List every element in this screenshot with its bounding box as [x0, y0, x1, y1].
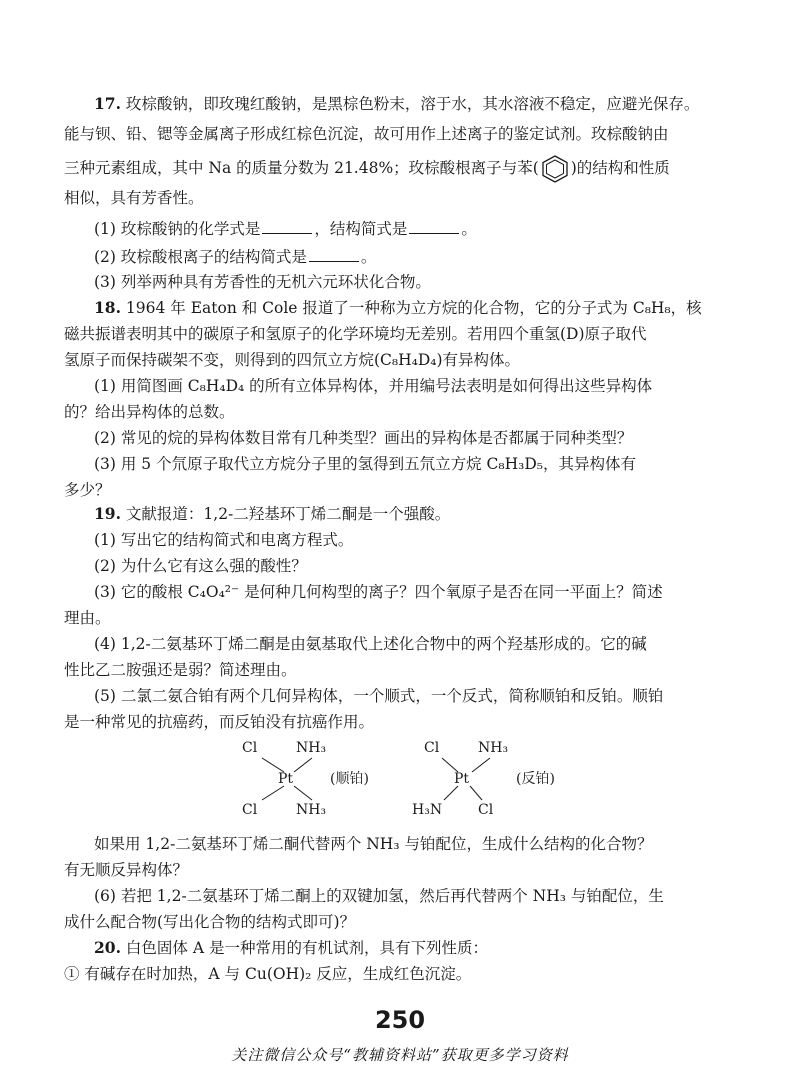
q19-sub1: (1) 写出它的结构简式和电离方程式。 — [94, 531, 354, 549]
trans-label: (反铂) — [516, 771, 555, 787]
q17-sub2-text-a: (2) 玫棕酸根离子的结构简式是 — [94, 248, 307, 266]
cis-center-metal: Pt — [278, 771, 294, 787]
q20-sub1: ① 有碱存在时加热，A 与 Cu(OH)₂ 反应，生成红色沉淀。 — [64, 965, 472, 983]
q19-after-line2: 有无顺反异构体？ — [64, 861, 189, 879]
cis-ligand-bottom-left: Cl — [242, 802, 258, 818]
q17-line3b: )的结构和性质 — [570, 159, 670, 177]
trans-ligand-top-right: NH₃ — [478, 740, 509, 756]
q19-sub4-line2: 性比乙二胺强还是弱？简述理由。 — [64, 661, 297, 679]
cisplatin-structure — [238, 740, 378, 820]
q17-line4: 相似，具有芳香性。 — [64, 189, 204, 207]
q17-sub1-text-b: ，结构简式是 — [314, 220, 408, 238]
cis-ligand-top-left: Cl — [242, 740, 258, 756]
q17-sub3: (3) 列举两种具有芳香性的无机六元环状化合物。 — [94, 273, 431, 291]
q18-text1: 1964 年 Eaton 和 Cole 报道了一种称为立方烷的化合物，它的分子式为 C₈H₈，核 — [125, 299, 702, 317]
cis-ligand-top-right: NH₃ — [296, 740, 327, 756]
q19-sub5-line2: 是一种常见的抗癌药，而反铂没有抗癌作用。 — [64, 713, 375, 731]
trans-ligand-bottom-left: H₃N — [412, 802, 443, 818]
q19-sub6-line1: (6) 若把 1,2-二氨基环丁烯二酮上的双键加氢，然后再代替两个 NH₃ 与铂配位，生 — [94, 887, 664, 905]
q20-text1: 白色固体 A 是一种常用的有机试剂，具有下列性质： — [125, 939, 488, 957]
q20-line1 — [94, 938, 714, 958]
answer-blank — [309, 246, 359, 262]
transplatin-structure — [412, 740, 572, 820]
q19-line1 — [94, 504, 714, 524]
q19-sub3-line2: 理由。 — [64, 609, 111, 627]
q18-line2: 磁共振谱表明其中的碳原子和氢原子的化学环境均无差别。若用四个重氢(D)原子取代 — [64, 325, 647, 343]
q19-sub4-line1: (4) 1,2-二氨基环丁烯二酮是由氨基取代上述化合物中的两个羟基形成的。它的碱 — [94, 635, 647, 653]
q17-sub1-text-c: 。 — [461, 220, 477, 238]
q19-sub6-line2: 成什么配合物(写出化合物的结构式即可)？ — [64, 913, 356, 931]
q17-sub2 — [94, 246, 714, 267]
q19-sub2: (2) 为什么它有这么强的酸性？ — [94, 557, 307, 575]
page-number: 250 — [374, 1006, 426, 1034]
q19-after-line1: 如果用 1,2-二氨基环丁烯二酮代替两个 NH₃ 与铂配位，生成什么结构的化合物？ — [94, 835, 653, 853]
q18-number: 18. — [94, 298, 121, 317]
q18-sub3-line1: (3) 用 5 个氘原子取代立方烷分子里的氢得到五氘立方烷 C₈H₃D₅，其异构体有 — [94, 455, 636, 473]
q17-sub1 — [94, 218, 684, 239]
q17-sub1-text-a: (1) 玫棕酸钠的化学式是 — [94, 220, 261, 238]
q18-sub1-line2: 的？给出异构体的总数。 — [64, 403, 235, 421]
q17-sub2-text-b: 。 — [360, 248, 377, 266]
answer-blank — [409, 218, 459, 234]
benzene-ring-icon — [540, 154, 570, 184]
q17-number: 17. — [94, 94, 121, 113]
q17-line2: 能与钡、铅、锶等金属离子形成红棕色沉淀，故可用作上述离子的鉴定试剂。玫棕酸钠由 — [64, 125, 669, 143]
q19-sub5-line1: (5) 二氯二氨合铂有两个几何异构体，一个顺式，一个反式，简称顺铂和反铂。顺铂 — [94, 687, 664, 705]
q19-sub3-line1: (3) 它的酸根 C₄O₄²⁻ 是何种几何构型的离子？四个氧原子是否在同一平面上？简述 — [94, 583, 663, 601]
q18-sub2: (2) 常见的烷的异构体数目常有几种类型？画出的异构体是否都属于同种类型？ — [94, 429, 633, 447]
q17-line3 — [64, 154, 714, 184]
q18-sub3-line2: 多少？ — [64, 481, 111, 499]
q17-line1 — [94, 94, 714, 114]
q18-line1 — [94, 298, 714, 318]
q17-text1: 玫棕酸钠，即玫瑰红酸钠，是黑棕色粉末，溶于水，其水溶液不稳定，应避光保存。 — [125, 95, 700, 113]
q17-line3a: 三种元素组成，其中 Na 的质量分数为 21.48%；玫棕酸根离子与苯( — [64, 159, 539, 177]
q19-number: 19. — [94, 504, 121, 523]
q19-text1: 文献报道：1,2-二羟基环丁烯二酮是一个强酸。 — [125, 505, 451, 523]
trans-ligand-bottom-right: Cl — [478, 802, 494, 818]
q18-line3: 氢原子而保持碳架不变，则得到的四氘立方烷(C₈H₄D₄)有异构体。 — [64, 351, 521, 369]
cis-label: (顺铂) — [330, 771, 369, 787]
trans-ligand-top-left: Cl — [424, 740, 440, 756]
footer-watermark-text: 关注微信公众号“教辅资料站”获取更多学习资料 — [231, 1046, 569, 1064]
answer-blank — [262, 218, 312, 234]
cis-ligand-bottom-right: NH₃ — [296, 802, 327, 818]
q18-sub1-line1: (1) 用简图画 C₈H₄D₄ 的所有立体异构体，并用编号法表明是如何得出这些异构体 — [94, 377, 653, 395]
trans-center-metal: Pt — [454, 771, 470, 787]
q20-number: 20. — [94, 938, 121, 957]
